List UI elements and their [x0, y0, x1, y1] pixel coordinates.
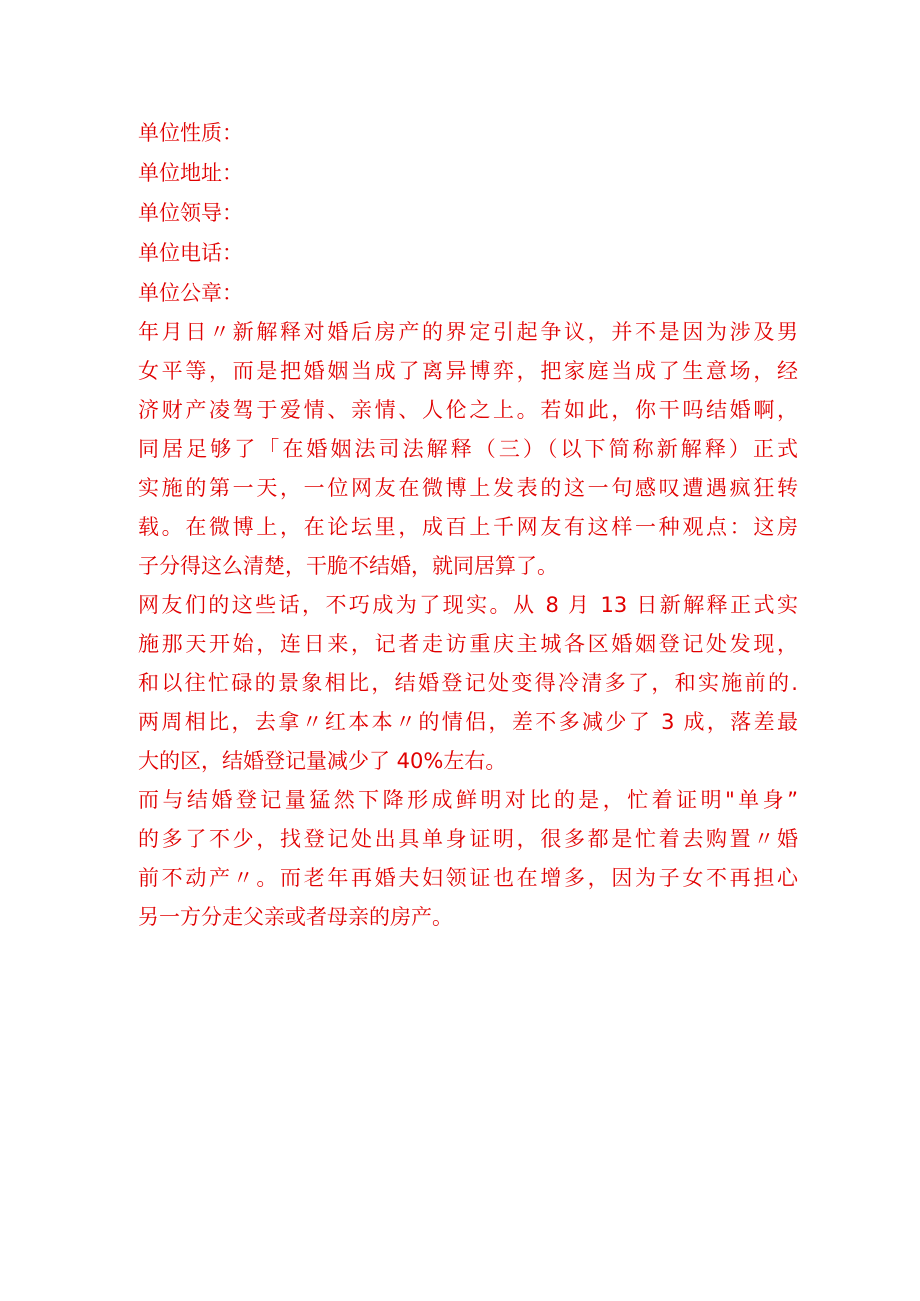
paragraph-line: 施那天开始，连日来，记者走访重庆主城各区婚姻登记处发现， — [138, 632, 798, 656]
field-unit-leader: 单位领导： — [138, 201, 243, 225]
field-unit-phone: 单位电话： — [138, 241, 243, 265]
paragraph-line: 两周相比，去拿〃红本本〃的情侣，差不多减少了 3 成，落差最 — [138, 710, 798, 734]
field-unit-nature: 单位性质： — [138, 121, 243, 145]
paragraph-line: 子分得这么清楚，干脆不结婚，就同居算了。 — [138, 554, 558, 578]
paragraph-line: 另一方分走父亲或者母亲的房产。 — [138, 905, 453, 929]
paragraph-line: 女平等，而是把婚姻当成了离异博弈，把家庭当成了生意场，经 — [138, 359, 798, 383]
paragraph-line: 同居足够了「在婚姻法司法解释（三）（以下简称新解释）正式 — [138, 437, 798, 461]
paragraph-line: 年月日〃新解释对婚后房产的界定引起争议，并不是因为涉及男 — [138, 320, 798, 344]
paragraph-line: 前不动产〃。而老年再婚夫妇领证也在增多，因为子女不再担心 — [138, 866, 798, 890]
paragraph-line: 和以往忙碌的景象相比，结婚登记处变得冷清多了，和实施前的. — [138, 671, 798, 695]
paragraph-line: 实施的第一天，一位网友在微博上发表的这一句感叹遭遇疯狂转 — [138, 476, 798, 500]
paragraph-2 — [138, 586, 798, 781]
document-page — [138, 113, 798, 937]
field-unit-seal: 单位公章： — [138, 281, 243, 305]
paragraph-line: 的多了不少，找登记处出具单身证明，很多都是忙着去购置〃婚 — [138, 827, 798, 851]
paragraph-line: 载。在微博上，在论坛里，成百上千网友有这样一种观点：这房 — [138, 515, 798, 539]
paragraph-1 — [138, 313, 798, 586]
paragraph-line: 济财产凌驾于爱情、亲情、人伦之上。若如此，你干吗结婚啊， — [138, 398, 798, 422]
paragraph-line: 而与结婚登记量猛然下降形成鲜明对比的是，忙着证明"单身” — [138, 788, 798, 812]
field-unit-address: 单位地址： — [138, 161, 243, 185]
paragraph-3 — [138, 781, 798, 937]
paragraph-line: 大的区，结婚登记量减少了 40%左右。 — [138, 749, 507, 773]
paragraph-line: 网友们的这些话，不巧成为了现实。从 8 月 13 日新解释正式实 — [138, 593, 798, 617]
